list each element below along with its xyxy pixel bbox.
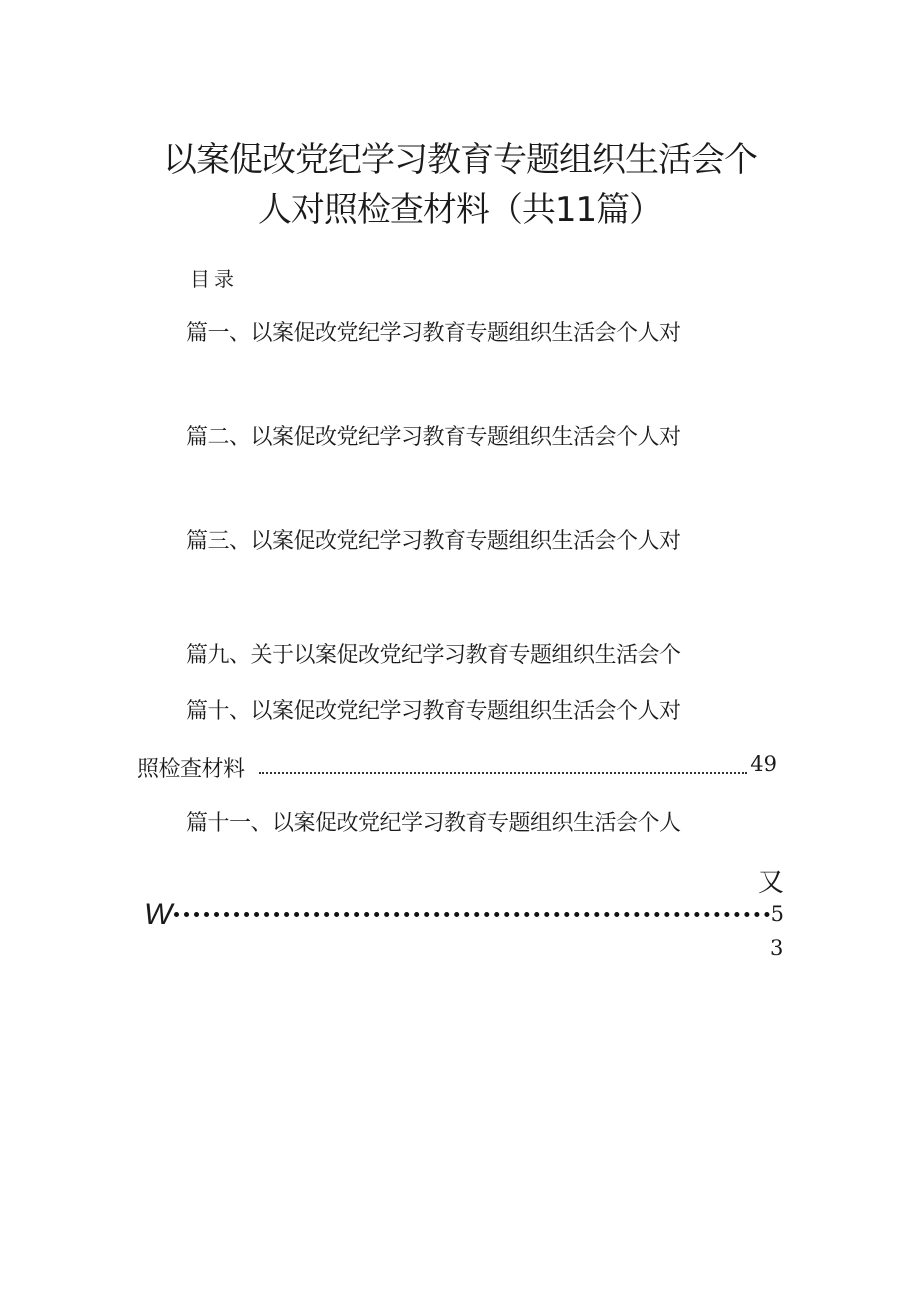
toc-entry-9[interactable]: 篇九、关于以案促改党纪学习教育专题组织生活会个 <box>186 643 681 668</box>
toc-entry-1[interactable]: 篇一、以案促改党纪学习教育专题组织生活会个人对 <box>186 321 681 346</box>
document-title-line-2: 人对照检查材料（共11篇） <box>257 190 663 230</box>
dot-leader <box>259 772 747 774</box>
toc-page-number: 49 <box>750 752 777 776</box>
toc-page-number-part-1: 5 <box>770 902 784 926</box>
dot-leader-bold <box>174 912 770 917</box>
toc-entry-10-continuation[interactable] <box>137 752 777 780</box>
toc-entry-11[interactable]: 篇十一、以案促改党纪学习教育专题组织生活会个人 <box>186 811 681 836</box>
toc-page-number-part-2: 3 <box>770 936 784 960</box>
toc-entry-10[interactable]: 篇十、以案促改党纪学习教育专题组织生活会个人对 <box>186 699 681 724</box>
document-title-line-1: 以案促改党纪学习教育专题组织生活会个 <box>163 140 757 180</box>
toc-entry-10-continuation-text: 照检查材料 <box>137 757 245 782</box>
toc-heading: 目录 <box>190 267 238 291</box>
toc-fragment-char: 又 <box>758 868 785 898</box>
toc-entry-11-continuation[interactable] <box>144 898 784 932</box>
toc-fragment-w: W <box>144 898 173 931</box>
toc-entry-3[interactable]: 篇三、以案促改党纪学习教育专题组织生活会个人对 <box>186 529 681 554</box>
toc-entry-2[interactable]: 篇二、以案促改党纪学习教育专题组织生活会个人对 <box>186 425 681 450</box>
